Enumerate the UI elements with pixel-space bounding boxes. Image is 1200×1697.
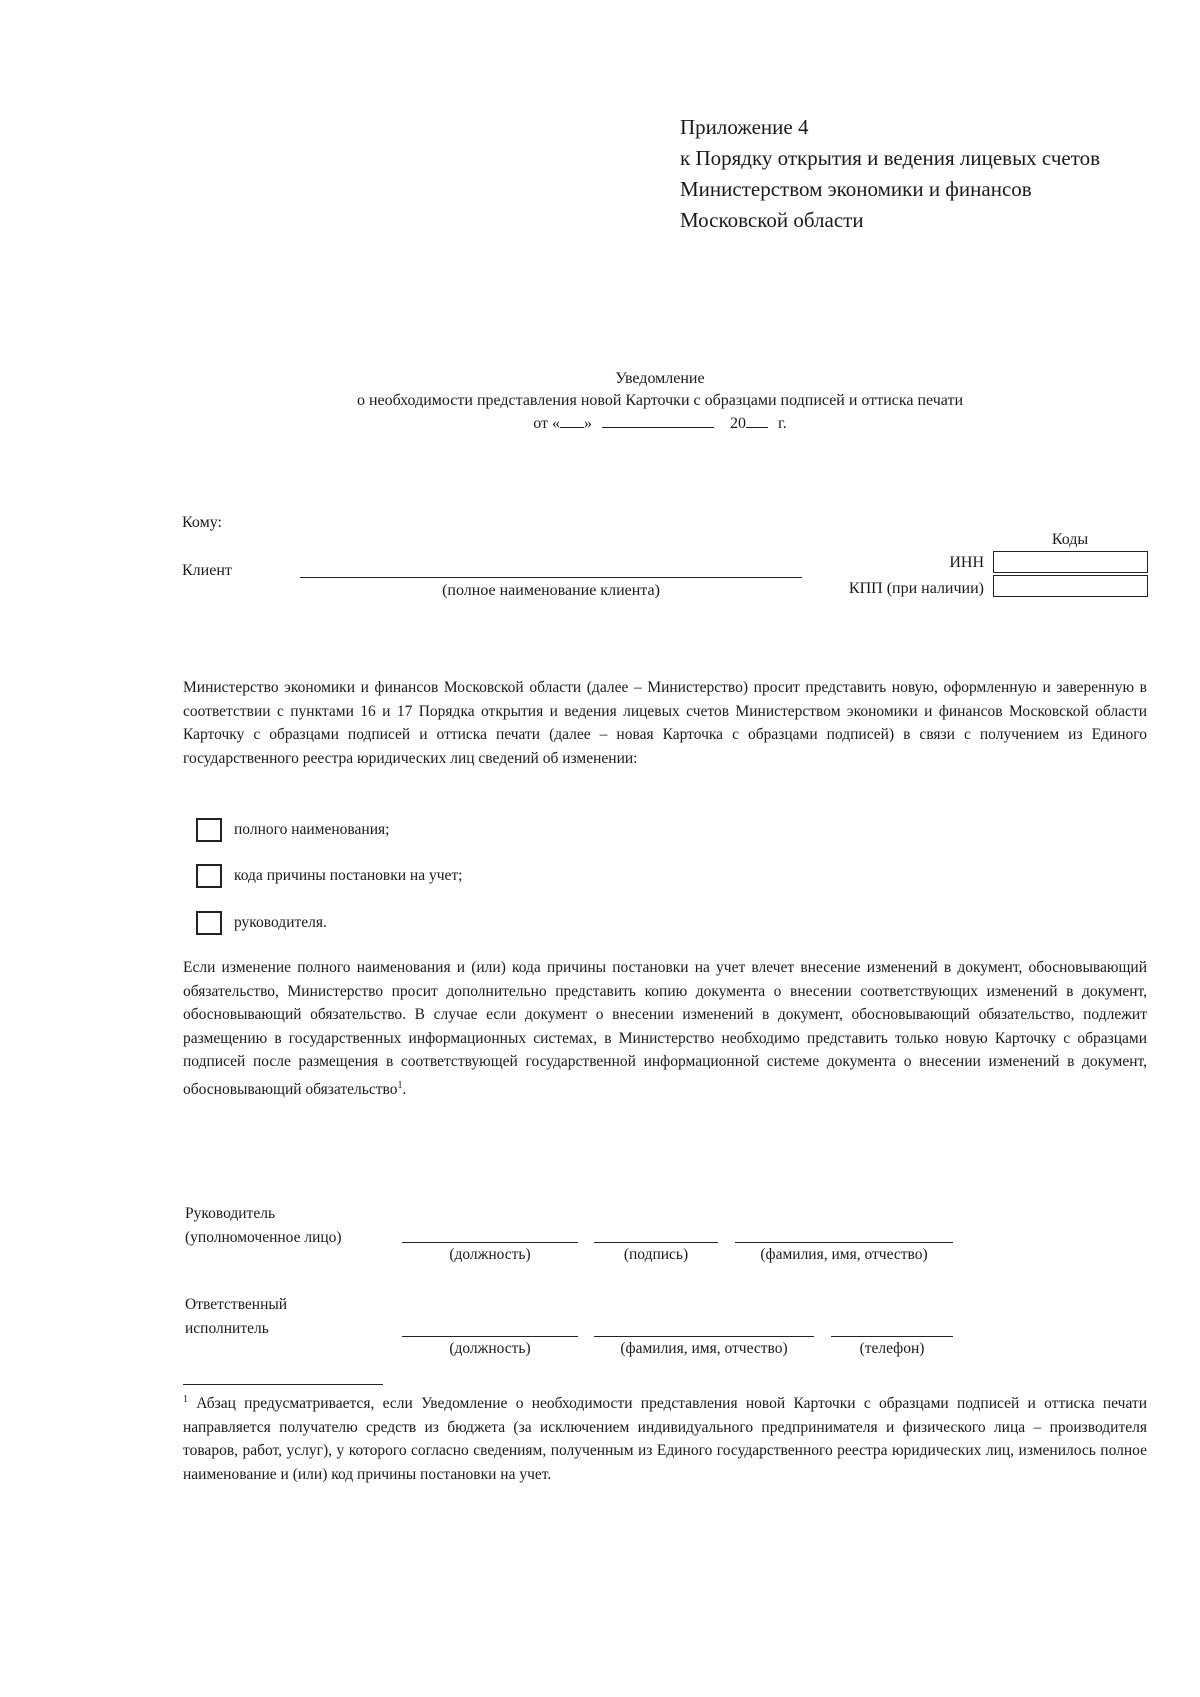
date-day-blank[interactable] xyxy=(560,412,584,428)
appendix-line-3: Министерством экономики и финансов xyxy=(680,177,1032,201)
request-paragraph: Министерство экономики и финансов Московской области (далее – Министерство) просит представить новую, оформленную и заверенную в соответствии с пунктами 16 и 17 Порядка открытия и ведения лицевых счетов Министерством экономики и финансов Московской области Карточку с образцами подписей и оттиска печати (далее – новая Карточка с образцами подписей) в связи с получением из Единого государственного реестра юридических лиц сведений об изменении: xyxy=(183,679,1147,767)
kpp-code-box[interactable] xyxy=(993,575,1148,597)
inn-code-box[interactable] xyxy=(993,551,1148,573)
option-label: полного наименования; xyxy=(234,821,390,838)
head-fullname-field[interactable] xyxy=(735,1242,953,1243)
head-checkbox[interactable] xyxy=(196,911,222,935)
client-caption: (полное наименование клиента) xyxy=(442,582,660,599)
head-label-line-2: (уполномоченное лицо) xyxy=(185,1229,342,1246)
head-position-field[interactable] xyxy=(402,1242,578,1243)
executor-position-field[interactable] xyxy=(402,1336,578,1337)
executor-fullname-caption: (фамилия, имя, отчество) xyxy=(620,1340,788,1357)
additional-paragraph-text: Если изменение полного наименования и (или) кода причины постановки на учет влечет внесение изменений в документ, обосновывающий обязательство, Министерство просит дополнительно представить копию документа о внесении соответствующих изменений в документ, обосновывающий обязательство. В случае если документ о внесении изменений в документ, обосновывающий обязательство, подлежит размещению в государственных информационных системах, в Министерство необходимо представить только новую Карточку с образцами подписей после размещения в соответствующей государственной информационной системе документа о внесении изменений в документ, обосновывающий обязательство xyxy=(183,959,1147,1098)
executor-position-caption: (должность) xyxy=(449,1340,531,1357)
head-signature-caption: (подпись) xyxy=(623,1246,689,1263)
additional-paragraph: Если изменение полного наименования и (или) кода причины постановки на учет влечет внесение изменений в документ, обосновывающий обязательство, Министерство просит дополнительно представить копию документа о внесении соответствующих изменений в документ, обосновывающий обязательство. В случае если документ о внесении изменений в документ, обосновывающий обязательство, подлежит размещению в государственных информационных системах, в Министерство необходимо представить только новую Карточку с образцами подписей после размещения в соответствующей государственной информационной системе документа о внесении изменений в документ, обосновывающий обязательство$^1$. xyxy=(183,959,1147,1098)
footnote-ref: 1 xyxy=(397,1079,403,1091)
head-position-caption: (должность) xyxy=(449,1246,531,1263)
appendix-line-2: к Порядку открытия и ведения лицевых счетов xyxy=(680,146,1101,170)
footnote xyxy=(183,1388,1147,1486)
date-line xyxy=(240,412,1080,435)
head-label xyxy=(185,1202,342,1250)
appendix-line-1: Приложение 4 xyxy=(680,115,809,139)
option-full-name xyxy=(196,818,389,842)
codes-label: Коды xyxy=(1051,531,1089,548)
executor-phone-field[interactable] xyxy=(831,1336,953,1337)
head-fullname-caption: (фамилия, имя, отчество) xyxy=(760,1246,928,1263)
date-suffix: г. xyxy=(778,415,787,432)
executor-label-line-1: Ответственный xyxy=(185,1296,288,1313)
document-title xyxy=(240,368,1080,435)
date-prefix: от « xyxy=(533,415,560,432)
head-label-line-1: Руководитель xyxy=(185,1205,276,1222)
head-signature-field[interactable] xyxy=(594,1242,718,1243)
executor-label xyxy=(185,1293,287,1341)
date-month-blank[interactable] xyxy=(602,412,714,428)
title-subheading: о необходимости представления новой Карточки с образцами подписей и оттиска печати xyxy=(356,392,964,409)
full-name-checkbox[interactable] xyxy=(196,818,222,842)
executor-label-line-2: исполнитель xyxy=(185,1320,269,1337)
option-label: кода причины постановки на учет; xyxy=(234,867,463,884)
appendix-line-4: Московской области xyxy=(680,208,864,232)
date-year-prefix: 20 xyxy=(730,415,746,432)
option-label: руководителя. xyxy=(234,914,327,931)
kpp-checkbox[interactable] xyxy=(196,864,222,888)
to-label: Кому: xyxy=(182,514,222,531)
option-head xyxy=(196,911,327,935)
date-quote-close: » xyxy=(584,415,592,432)
inn-label: ИНН xyxy=(949,554,984,571)
date-year-blank[interactable] xyxy=(746,412,768,428)
title-heading: Уведомление xyxy=(615,370,705,387)
footnote-text: Абзац предусматривается, если Уведомление о необходимости представления новой Карточки с образцами подписей и оттиска печати направляется получателю средств из бюджета (за исключением индивидуального предпринимателя и физического лица – производителя товаров, работ, услуг), у которого согласно сведениям, полученным из Единого государственного реестра юридических лиц, изменилось полное наименование и (или) код причины постановки на учет. xyxy=(183,1395,1147,1483)
client-name-field[interactable] xyxy=(300,577,802,578)
client-label: Клиент xyxy=(182,562,232,579)
executor-fullname-field[interactable] xyxy=(594,1336,814,1337)
appendix-header xyxy=(680,112,1180,236)
kpp-label: КПП (при наличии) xyxy=(848,580,984,597)
footnote-number: 1 xyxy=(183,1394,188,1405)
option-kpp xyxy=(196,864,462,888)
executor-phone-caption: (телефон) xyxy=(859,1340,925,1357)
footnote-rule xyxy=(183,1384,383,1385)
